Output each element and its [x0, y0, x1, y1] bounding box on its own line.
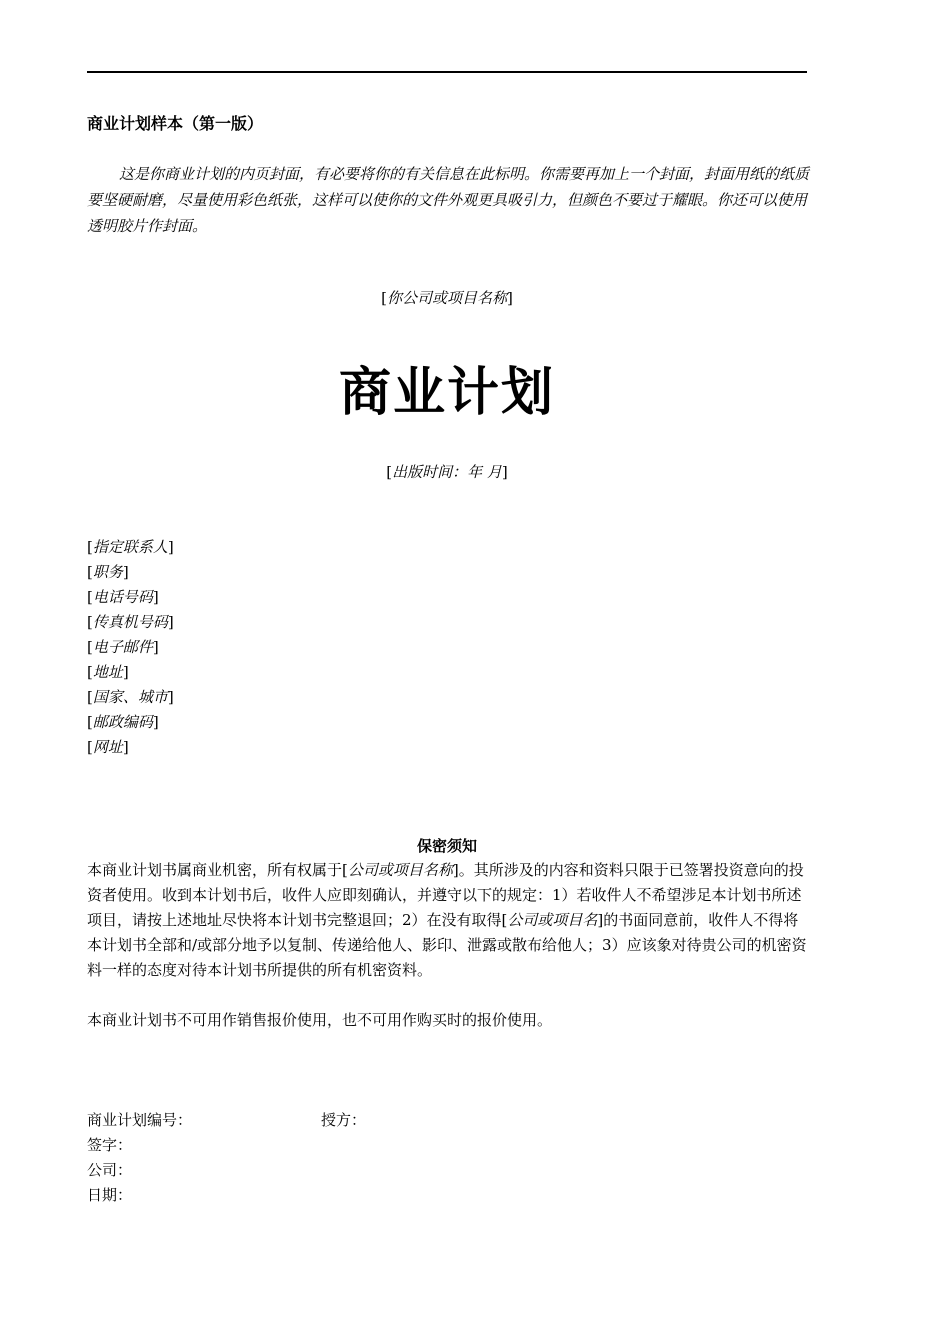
confidentiality-body: 本商业计划书属商业机密，所有权属于[公司或项目名称]。其所涉及的内容和资料只限于已签署投资意向的投资者使用。收到本计划书后，收件人应即刻确认，并遵守以下的规定：1）若收件人不希望涉足本计划书所述项目，请按上述地址尽快将本计划书完整退回；2）在没有取得[公司或项目名]的书面同意前，收件人不得将本计划书全部和/或部分地予以复制、传递给他人、影印、泄露或散布给他人；3）应该象对待贵公司的机密资料一样的态度对待本计划书所提供的所有机密资料。 — [87, 861, 807, 979]
contact-item: [邮政编码] — [87, 713, 159, 731]
header-rule — [87, 71, 807, 73]
intro-paragraph: 这是你商业计划的内页封面，有必要将你的有关信息在此标明。你需要再加上一个封面，封面用纸的纸质要坚硬耐磨，尽量使用彩色纸张，这样可以使你的文件外观更具吸引力，但颜色不要过于耀眼。你还可以使用透明胶片作封面。 — [87, 165, 810, 235]
contact-item: [网址] — [87, 738, 129, 756]
publish-date-placeholder: [出版时间：年 月] — [386, 463, 508, 481]
company-name-ref: 公司或项目名 — [507, 911, 598, 929]
signature-row — [87, 1133, 192, 1158]
company-name-text: 你公司或项目名称 — [386, 289, 507, 307]
signature-row — [87, 1183, 192, 1208]
signature-block — [87, 1108, 367, 1208]
signature-row — [87, 1108, 367, 1133]
grantee-label: 授方： — [321, 1111, 367, 1129]
date-label: 日期： — [87, 1186, 133, 1204]
signature-row — [87, 1158, 192, 1183]
contact-item: [指定联系人] — [87, 538, 174, 556]
contact-item: [职务] — [87, 563, 129, 581]
contact-info-list — [87, 535, 174, 760]
contact-item: [地址] — [87, 663, 129, 681]
company-label: 公司： — [87, 1161, 133, 1179]
sign-label: 签字： — [87, 1136, 133, 1154]
confidentiality-title: 保密须知 — [416, 837, 477, 855]
document-heading: 商业计划样本（第一版） — [87, 114, 264, 133]
plan-number-label: 商业计划编号： — [87, 1111, 193, 1129]
company-name-ref: 公司或项目名称 — [347, 861, 453, 879]
contact-item: [电话号码] — [87, 588, 159, 606]
contact-item: [传真机号码] — [87, 613, 174, 631]
company-name-placeholder: [你公司或项目名称] — [381, 289, 513, 307]
publish-date-text: 出版时间：年 月 — [392, 463, 502, 481]
contact-item: [电子邮件] — [87, 638, 159, 656]
usage-note: 本商业计划书不可用作销售报价使用，也不可用作购买时的报价使用。 — [87, 1011, 553, 1029]
contact-item: [国家、城市] — [87, 688, 174, 706]
main-title: 商业计划 — [338, 363, 555, 423]
